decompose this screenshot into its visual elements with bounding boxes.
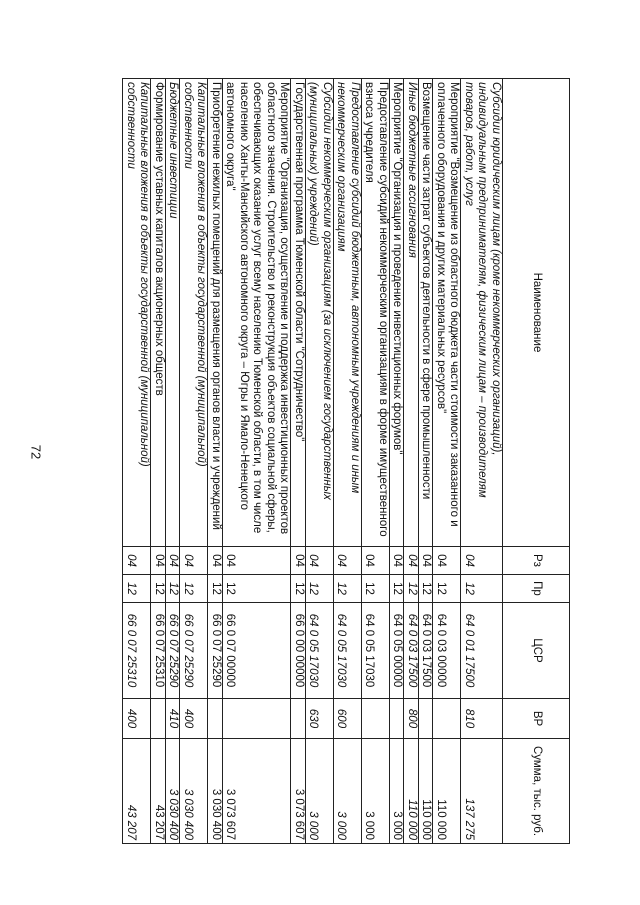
cell-vr: 630 — [306, 699, 334, 739]
header-csr: ЦСР — [503, 603, 570, 699]
cell-vr: 800 — [404, 699, 419, 739]
header-rz: Рз — [503, 547, 570, 575]
cell-name: Мероприятие "Организация, осуществление и поддержка инвестиционных проектов областного значения. Строительство и реконструкция объектов социальной сферы, обеспечивающих оказание услуг всему населению Тюменской области, в том числе населению Ханты-Мансийского автономного округа – Югры и Ямало-Ненецкого автономного округа" — [223, 79, 292, 547]
header-sum: Сумма, тыс. руб. — [503, 739, 570, 844]
cell-name: Предоставление субсидий некоммерческим организациям в форме имущественного взноса учредителя — [362, 79, 390, 547]
table-row — [419, 79, 434, 844]
table-row — [404, 79, 419, 844]
table-row — [151, 79, 166, 844]
table-body — [123, 79, 503, 844]
cell-name: Субсидии юридическим лицам (кроме некоммерческих организаций), индивидуальным предпринимателям, физическим лицам – производителям товаров, работ, услуг — [461, 79, 503, 547]
table-row — [180, 79, 208, 844]
cell-sum: 3 000 — [362, 739, 390, 844]
cell-csr: 64 0 01 17500 — [461, 603, 503, 699]
table-row — [223, 79, 292, 844]
cell-rz: 04 — [461, 547, 503, 575]
cell-sum: 110 000 — [404, 739, 419, 844]
cell-sum: 3 030 400 — [180, 739, 208, 844]
cell-vr — [362, 699, 390, 739]
table-row — [433, 79, 461, 844]
cell-vr — [223, 699, 292, 739]
cell-name: Капитальные вложения в объекты государственной (муниципальной) собственности — [180, 79, 208, 547]
cell-csr: 66 0 07 25310 — [151, 603, 166, 699]
header-pr: Пр — [503, 575, 570, 603]
cell-sum: 110 000 — [419, 739, 434, 844]
cell-pr: 12 — [461, 575, 503, 603]
cell-rz: 04 — [151, 547, 166, 575]
cell-vr — [151, 699, 166, 739]
cell-pr: 12 — [362, 575, 390, 603]
table-row — [208, 79, 223, 844]
cell-sum: 110 000 — [433, 739, 461, 844]
cell-pr: 12 — [180, 575, 208, 603]
cell-pr: 12 — [123, 575, 151, 603]
cell-sum: 3 000 — [390, 739, 405, 844]
header-vr: ВР — [503, 699, 570, 739]
page-number: 72 — [28, 444, 44, 460]
cell-rz: 04 — [334, 547, 362, 575]
table-row — [123, 79, 151, 844]
table-row — [334, 79, 362, 844]
cell-csr: 66 0 07 00000 — [223, 603, 292, 699]
cell-rz: 04 — [208, 547, 223, 575]
cell-name: Возмещение части затрат субъектов деятельности в сфере промышленности — [419, 79, 434, 547]
cell-vr — [390, 699, 405, 739]
cell-pr: 12 — [166, 575, 181, 603]
cell-rz: 04 — [291, 547, 306, 575]
cell-vr: 400 — [180, 699, 208, 739]
cell-csr: 66 0 07 25290 — [166, 603, 181, 699]
cell-name: Формирование уставных капиталов акционерных обществ — [151, 79, 166, 547]
cell-pr: 12 — [419, 575, 434, 603]
table-header-row — [503, 79, 570, 844]
cell-vr: 400 — [123, 699, 151, 739]
cell-csr: 64 0 03 17500 — [404, 603, 419, 699]
table-row — [390, 79, 405, 844]
cell-sum: 3 073 607 — [223, 739, 292, 844]
cell-name: Государственная программа Тюменской области "Сотрудничество" — [291, 79, 306, 547]
cell-rz: 04 — [390, 547, 405, 575]
cell-csr: 66 0 07 25290 — [180, 603, 208, 699]
cell-rz: 04 — [180, 547, 208, 575]
cell-vr — [208, 699, 223, 739]
cell-rz: 04 — [404, 547, 419, 575]
cell-vr — [291, 699, 306, 739]
table-row — [461, 79, 503, 844]
cell-sum: 3 000 — [306, 739, 334, 844]
cell-pr: 12 — [433, 575, 461, 603]
cell-pr: 12 — [208, 575, 223, 603]
cell-name: Капитальные вложения в объекты государственной (муниципальной) собственности — [123, 79, 151, 547]
cell-vr: 600 — [334, 699, 362, 739]
cell-rz: 04 — [123, 547, 151, 575]
cell-sum: 3 000 — [334, 739, 362, 844]
cell-vr: 810 — [461, 699, 503, 739]
cell-pr: 12 — [390, 575, 405, 603]
cell-rz: 04 — [166, 547, 181, 575]
cell-csr: 66 0 07 25310 — [123, 603, 151, 699]
cell-vr — [433, 699, 461, 739]
rotated-table-container — [35, 78, 570, 843]
cell-rz: 04 — [306, 547, 334, 575]
cell-name: Бюджетные инвестиции — [166, 79, 181, 547]
cell-sum: 43 207 — [123, 739, 151, 844]
budget-table — [123, 78, 571, 844]
cell-sum: 3 073 607 — [291, 739, 306, 844]
cell-csr: 64 0 05 17030 — [362, 603, 390, 699]
cell-sum: 137 275 — [461, 739, 503, 844]
cell-sum: 3 030 400 — [208, 739, 223, 844]
cell-sum: 43 207 — [151, 739, 166, 844]
cell-vr — [419, 699, 434, 739]
cell-csr: 66 0 00 00000 — [291, 603, 306, 699]
cell-rz: 04 — [362, 547, 390, 575]
cell-rz: 04 — [433, 547, 461, 575]
cell-pr: 12 — [223, 575, 292, 603]
cell-pr: 12 — [151, 575, 166, 603]
cell-sum: 3 030 400 — [166, 739, 181, 844]
table-row — [166, 79, 181, 844]
cell-pr: 12 — [291, 575, 306, 603]
cell-name: Предоставление субсидий бюджетным, автономным учреждениям и иным некоммерческим организациям — [334, 79, 362, 547]
cell-name: Мероприятие "Возмещение из областного бюджета части стоимости заказанного и оплаченного оборудования и других материальных ресурсов" — [433, 79, 461, 547]
cell-rz: 04 — [419, 547, 434, 575]
cell-csr: 64 0 05 17030 — [334, 603, 362, 699]
cell-name: Субсидии некоммерческим организациям (за исключением государственных (муниципальных) учреждений) — [306, 79, 334, 547]
cell-csr: 64 0 05 00000 — [390, 603, 405, 699]
cell-csr: 66 0 07 25290 — [208, 603, 223, 699]
cell-csr: 64 0 03 17500 — [419, 603, 434, 699]
cell-vr: 410 — [166, 699, 181, 739]
cell-name: Иные бюджетные ассигнования — [404, 79, 419, 547]
cell-name: Мероприятие "Организация и проведение инвестиционных форумов" — [390, 79, 405, 547]
table-row — [306, 79, 334, 844]
cell-csr: 64 0 05 17030 — [306, 603, 334, 699]
cell-pr: 12 — [334, 575, 362, 603]
header-name: Наименование — [503, 79, 570, 547]
cell-pr: 12 — [404, 575, 419, 603]
table-row — [291, 79, 306, 844]
cell-rz: 04 — [223, 547, 292, 575]
table-row — [362, 79, 390, 844]
cell-csr: 64 0 03 00000 — [433, 603, 461, 699]
cell-name: Приобретение нежилых помещений для размещения органов власти и учреждений — [208, 79, 223, 547]
cell-pr: 12 — [306, 575, 334, 603]
